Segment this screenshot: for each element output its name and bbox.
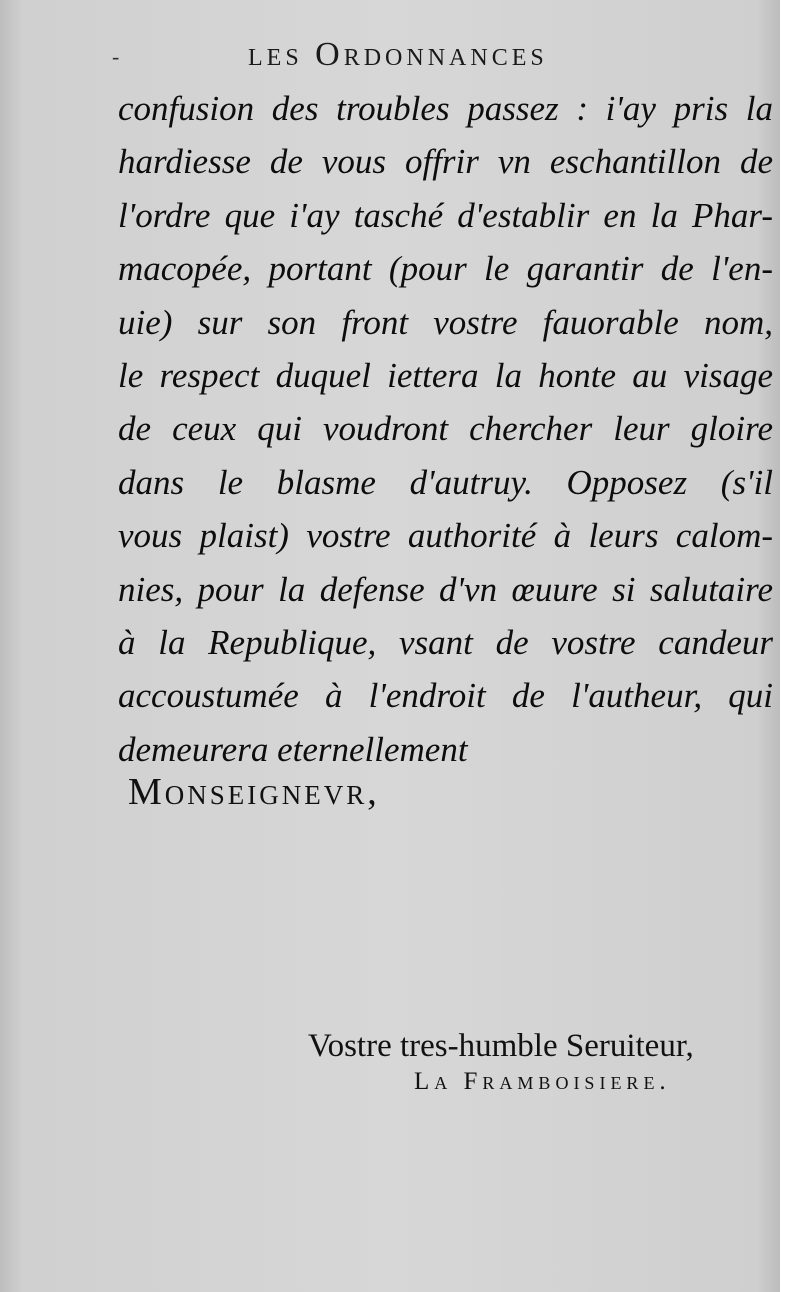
page-mark: - bbox=[112, 44, 120, 69]
running-head: les Ordonnances bbox=[248, 36, 548, 73]
body-line: uie) sur son front vostre fauorable nom, bbox=[118, 302, 773, 342]
body-line: macopée, portant (pour le garantir de l'en- bbox=[118, 249, 773, 289]
dedication-body bbox=[118, 82, 773, 776]
body-line: de ceux qui voudront chercher leur gloire bbox=[118, 409, 773, 449]
page-header bbox=[112, 36, 772, 86]
salutation: Monseignevr, bbox=[128, 771, 380, 813]
body-line: accoustumée à l'endroit de l'autheur, qui bbox=[118, 676, 773, 716]
body-line: à la Republique, vsant de vostre candeur bbox=[118, 623, 773, 663]
author-name: La Framboisiere. bbox=[414, 1068, 671, 1095]
signature-line: Vostre tres-humble Seruiteur, bbox=[308, 1028, 694, 1064]
body-line: dans le blasme d'autruy. Opposez (s'il bbox=[118, 462, 773, 502]
body-line: le respect duquel iettera la honte au visage bbox=[118, 356, 773, 396]
page-edge bbox=[780, 0, 800, 1292]
body-line: hardiesse de vous offrir vn eschantillon de bbox=[118, 142, 773, 182]
body-line: vous plaist) vostre authorité à leurs calom- bbox=[118, 516, 773, 556]
body-line: confusion des troubles passez : i'ay pris la bbox=[118, 89, 773, 128]
body-line: demeurera eternellement bbox=[118, 729, 468, 769]
body-line: l'ordre que i'ay tasché d'establir en la Phar- bbox=[118, 195, 773, 235]
body-line: nies, pour la defense d'vn œuure si salutaire bbox=[118, 569, 773, 609]
